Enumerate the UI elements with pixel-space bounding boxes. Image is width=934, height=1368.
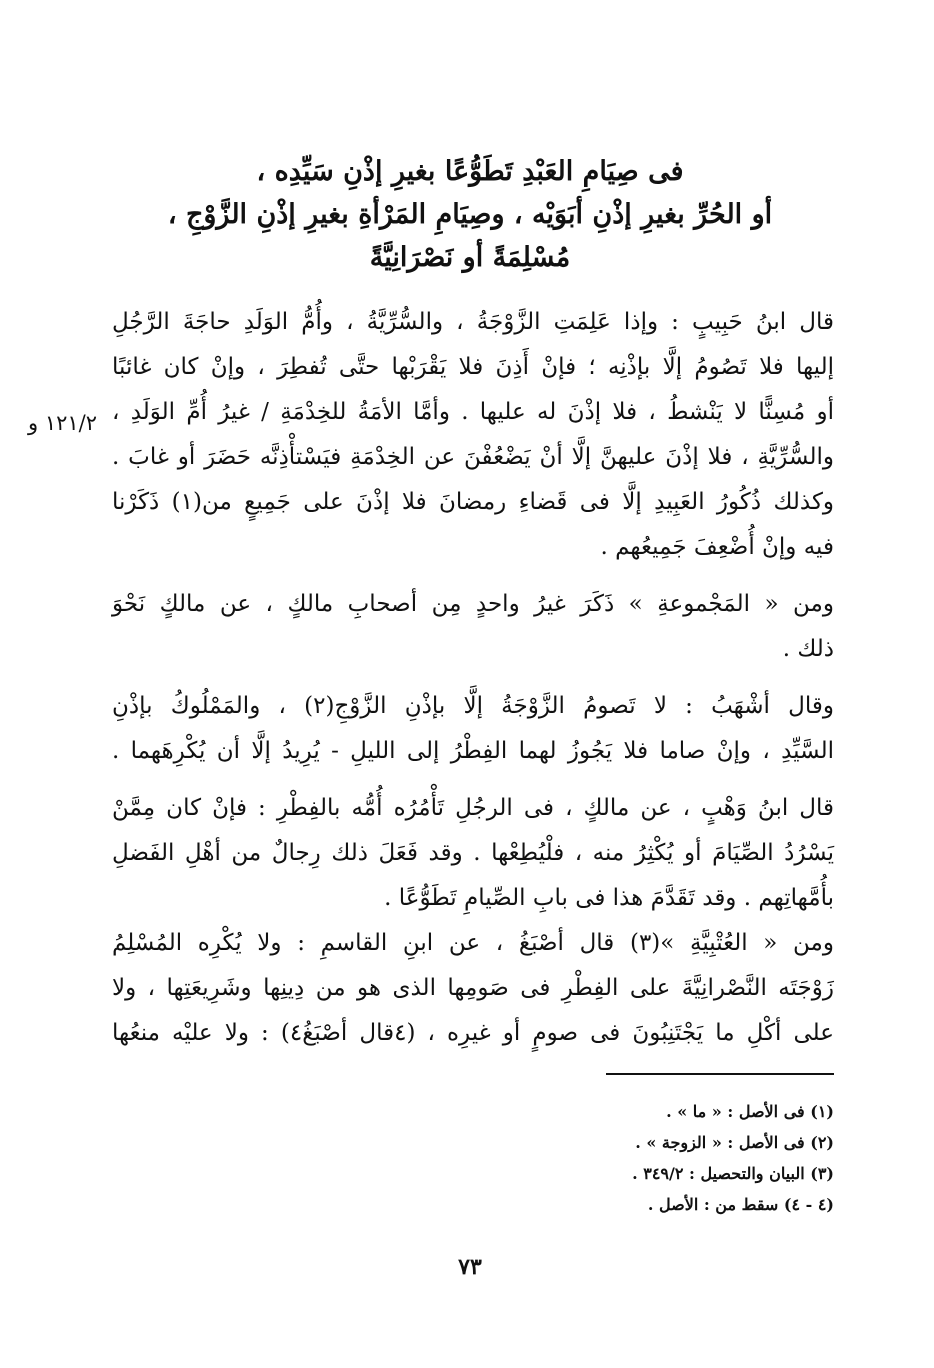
footnote: (١) فى الأصل : « ما » .: [666, 1102, 834, 1121]
text-line: ذلك .: [782, 636, 834, 662]
footnote-divider: [606, 1073, 834, 1075]
margin-manuscript-reference: ١٢١/٢ و: [28, 411, 98, 435]
heading-line: مُسْلِمَةً أو نَصْرَانِيَّةً: [369, 242, 571, 273]
text-line: قال ابنُ وَهْبٍ ، عن مالكٍ ، فى الرجُلِ تَأْمُرُه أُمُّه بالفِطْرِ : فإنْ كان مِمَّنْ: [112, 795, 834, 821]
text-line: على أكْلِ ما يَجْتَنِبُونَ فى صومٍ أو غيرِه ، (٤قال أصْبَغُ٤) : ولا عليْه منعُها: [112, 1020, 834, 1046]
text-line: بأُمَّهاتِهم . وقد تَقَدَّمَ هذا فى بابِ الصِّيامِ تَطَوُّعًا .: [384, 885, 834, 911]
paragraph: [112, 921, 834, 1056]
main-text: [112, 300, 834, 1056]
text-line: يَسْرُدُ الصِّيَامَ أو يُكْثِرُ منه ، فلْيُطِعْها . وقد فَعَلَ ذلك رِجالٌ من أهْلِ الفَضلِ: [112, 840, 834, 866]
text-line: والسُّرِّيَّةِ ، فلا إذْنَ عليهنَّ إلَّا أنْ يَضْعُفْنَ عن الخِدْمَةِ فيَسْتأْذِنَّه حَضَرَ أو غابَ .: [112, 444, 834, 470]
footnote: (٣) البيان والتحصيل : ٣٤٩/٢ .: [632, 1164, 834, 1183]
footnote: (٤ - ٤) سقط من : الأصل .: [647, 1195, 834, 1214]
text-line: وقال أشْهَبُ : لا تَصومُ الزَّوْجَةُ إلَّا بإذْنِ الزَّوْجِ(٢) ، والمَمْلُوكُ بإذْنِ: [112, 693, 834, 719]
text-line: ومن « المَجْموعةِ » ذَكَرَ غيرُ واحدٍ مِن أصحابِ مالكٍ ، عن مالكٍ نَحْوَ: [112, 591, 834, 617]
footnotes: [500, 1096, 834, 1220]
paragraph: [112, 684, 834, 774]
heading-line: فى صِيَامِ العَبْدِ تَطَوُّعًا بغيرِ إذْنِ سَيِّدِه ،: [256, 156, 684, 187]
chapter-heading: [150, 150, 790, 279]
paragraph: [112, 300, 834, 570]
text-line: أو مُسِنًّا لا يَنْشطُ ، فلا إذْنَ له عليها . وأمَّا الأمَةُ للخِدْمَةِ / غيرُ أُمِّ الوَلَدِ ،: [112, 399, 834, 425]
text-line: وكذلك ذُكُورُ العَبِيدِ إلَّا فى قَضاءِ رمضانَ فلا إذْنَ على جَمِيعٍ من(١) ذَكَرْنا: [112, 489, 834, 515]
text-line: السَّيِّدِ ، وإنْ صاما فلا يَجُوزُ لهما الفِطْرُ إلى الليلِ - يُرِيدُ إلَّا أن يُكْرِهَهما .: [112, 738, 834, 764]
text-line: قال ابنُ حَبِيبٍ : وإذا عَلِمَتِ الزَّوْجَةُ ، والسُّرِّيَّةُ ، وأُمُّ الوَلَدِ حاجَةَ الرَّجُلِ: [112, 309, 834, 335]
text-line: زَوْجَتَه النَّصْرانِيَّةَ على الفِطْرِ فى صَومِها الذى هو من دِينِها وشَرِيعَتِها ، ولا: [112, 975, 834, 1001]
text-line: ومن « العُتْبِيَّةِ »(٣) قال أصْبَغُ ، عن ابنِ القاسمِ : ولا يُكْرِه المُسْلِمُ: [112, 930, 834, 956]
heading-line: أو الحُرِّ بغيرِ إذْنِ أبَوَيْه ، وصِيَامِ المَرْأةِ بغيرِ إذْنِ الزَّوْجِ ،: [167, 199, 773, 230]
paragraph: [112, 582, 834, 672]
text-line: إليها فلا تَصُومُ إلَّا بإذْنِه ؛ فإنْ أَذِنَ فلا يَقْرَبْها حتَّى تُفطِرَ ، وإنْ كان غائبًا: [112, 354, 834, 380]
footnote: (٢) فى الأصل : « الزوجة » .: [635, 1133, 834, 1152]
text-line: فيه وإنْ أُضْعِفَ جَمِيعُهم .: [600, 534, 834, 560]
page-number: ٧٣: [458, 1254, 482, 1280]
paragraph: [112, 786, 834, 921]
